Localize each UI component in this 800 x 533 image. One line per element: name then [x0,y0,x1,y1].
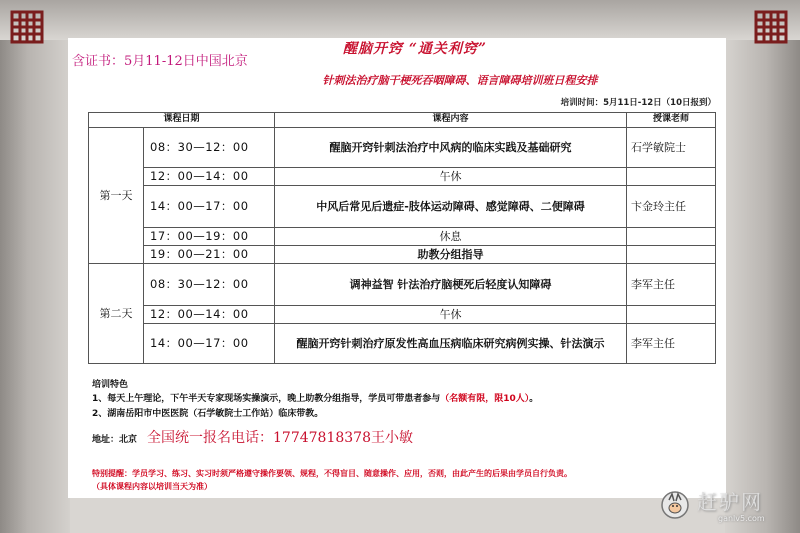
features-heading: 培训特色 [92,380,129,390]
course-disclaimer: （具体课程内容以培训当天为准） [92,482,212,491]
feature-item-1-end: 。 [529,394,539,404]
time-cell: 14：00—17：00 [144,186,275,228]
watermark-text: 赶驴网 [697,490,763,514]
training-dates: 培训时间：5月11日-12日（10日报到） [560,98,716,108]
feature-item-2: 2、湖南岳阳市中医医院（石学敏院士工作站）临床带教。 [92,409,324,419]
main-title: 醒脑开窍 “通关利窍” [343,41,487,57]
table-row [89,186,716,228]
teacher-cell: 李军主任 [627,264,716,306]
feature-item-1 [92,391,538,404]
topic-cell: 午休 [275,168,627,186]
time-cell: 12：00—14：00 [144,168,275,186]
teacher-cell [627,168,716,186]
table-header-row [89,113,716,128]
teacher-cell [627,306,716,324]
chinese-knot-icon [748,4,794,50]
address-label: 地址：北京 [92,435,138,445]
time-cell: 17：00—19：00 [144,228,275,246]
table-row [89,306,716,324]
time-cell: 19：00—21：00 [144,246,275,264]
table-row [89,324,716,364]
watermark-url: ganlv5.com [718,514,765,523]
time-cell: 08：30—12：00 [144,264,275,306]
feature-item-1-limit: （名额有限，限10人） [440,394,530,404]
table-row [89,168,716,186]
chinese-knot-icon [4,4,50,50]
teacher-cell: 李军主任 [627,324,716,364]
table-row [89,264,716,306]
sub-title: 针刺法治疗脑干梗死吞咽障碍、语言障碍培训班日程安排 [322,74,598,87]
teacher-cell: 卞金玲主任 [627,186,716,228]
topic-cell: 休息 [275,228,627,246]
time-cell: 14：00—17：00 [144,324,275,364]
header-date: 课程日期 [89,113,275,128]
topic-cell: 午休 [275,306,627,324]
topic-cell: 调神益智 针法治疗脑梗死后轻度认知障碍 [275,264,627,306]
certificate-line: 含证书：5月11-12日中国北京 [72,54,248,69]
teacher-cell: 石学敏院士 [627,128,716,168]
teacher-cell [627,246,716,264]
table-row [89,128,716,168]
header-content: 课程内容 [275,113,627,128]
special-notice: 特别提醒：学员学习、练习、实习时须严格遵守操作要领、规程，不得盲目、随意操作、应用，否则，由此产生的后果由学员自行负责。 [92,469,572,478]
background-top-band [0,0,800,40]
time-cell: 08：30—12：00 [144,128,275,168]
topic-cell: 醒脑开窍针刺治疗原发性高血压病临床研究病例实操、针法演示 [275,324,627,364]
time-cell: 12：00—14：00 [144,306,275,324]
background-left-panel [0,0,70,533]
topic-cell: 醒脑开窍针刺法治疗中风病的临床实践及基础研究 [275,128,627,168]
table-row [89,228,716,246]
header-teacher: 授课老师 [627,113,716,128]
feature-item-1-text: 1、每天上午理论，下午半天专家现场实操演示，晚上助教分组指导，学员可带患者参与 [92,394,441,404]
table-row [89,246,716,264]
day-one-label: 第一天 [89,128,144,264]
schedule-table [88,112,716,364]
teacher-cell [627,228,716,246]
donkey-logo-icon [660,490,690,520]
background-right-panel [725,0,800,533]
topic-cell: 助教分组指导 [275,246,627,264]
registration-phone: 全国统一报名电话：17747818378王小敏 [147,430,413,446]
day-two-label: 第二天 [89,264,144,364]
topic-cell: 中风后常见后遗症-肢体运动障碍、感觉障碍、二便障碍 [275,186,627,228]
